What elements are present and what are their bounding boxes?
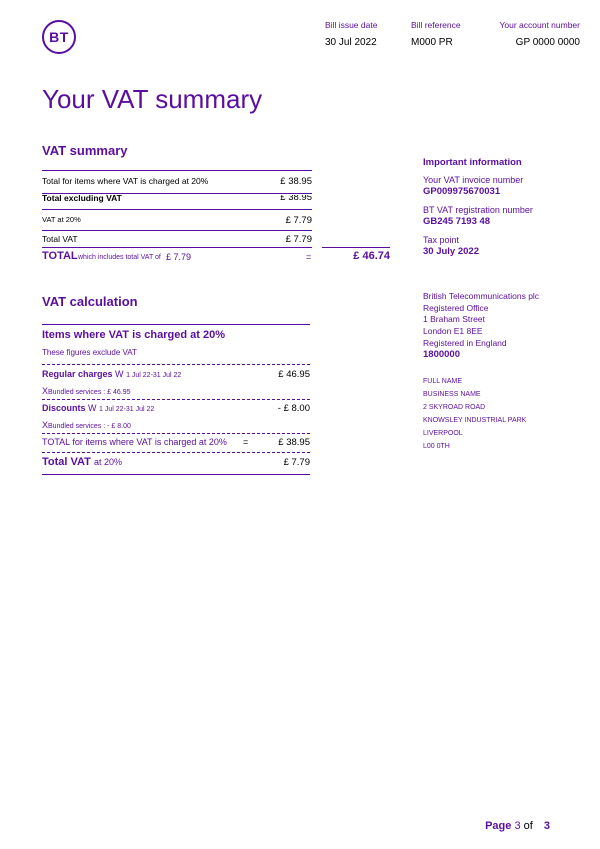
discount-bundled-detail: Bundled services : - £ 8.00 <box>48 423 131 430</box>
calc-total-vat-rate: at 20% <box>93 457 122 467</box>
invoice-number-value: GP009975670031 <box>423 186 501 197</box>
calc-total-vat-value: £ 7.79 <box>283 457 310 468</box>
bt-logo-text: BT <box>49 29 69 45</box>
issue-date-label: Bill issue date <box>325 20 378 30</box>
regular-charges-code: W <box>115 369 124 379</box>
regular-charges-line <box>42 369 181 379</box>
address-line: 2 SKYROAD ROAD <box>423 404 486 411</box>
vat-registration-label: BT VAT registration number <box>423 205 533 215</box>
summary-total-note: which includes total VAT of <box>78 254 161 261</box>
summary-row-value: £ 38.95 <box>280 176 312 187</box>
summary-equals-sign: = <box>306 252 312 262</box>
important-information-heading: Important information <box>423 157 522 168</box>
divider <box>42 209 312 210</box>
company-registered: Registered in England <box>423 338 507 348</box>
page-current: 3 <box>514 820 521 832</box>
calc-total-vat-label: Total VAT <box>42 456 91 468</box>
regular-bundled-code: X <box>42 386 49 396</box>
customer-address <box>423 375 526 453</box>
discounts-value: - £ 8.00 <box>277 403 310 414</box>
bill-reference-value: M000 PR <box>411 37 453 48</box>
summary-row-total-vat <box>42 234 312 245</box>
address-line: L00 0TH <box>423 443 450 450</box>
divider <box>42 433 310 434</box>
divider <box>42 324 310 325</box>
invoice-number-label: Your VAT invoice number <box>423 175 524 185</box>
account-number-value: GP 0000 0000 <box>515 37 580 48</box>
divider <box>42 452 310 453</box>
summary-row-value: £ 38.95 <box>280 195 312 203</box>
vat-calculation-heading: VAT calculation <box>42 294 138 309</box>
summary-row-label: VAT at 20% <box>42 215 81 224</box>
address-line: BUSINESS NAME <box>423 391 481 398</box>
divider <box>42 247 312 248</box>
divider <box>42 230 312 231</box>
divider <box>42 364 310 365</box>
page-number <box>485 820 550 832</box>
summary-row-label: Total excluding VAT <box>42 195 122 203</box>
page-of-label: of <box>523 820 533 832</box>
vat-summary-heading: VAT summary <box>42 143 128 158</box>
summary-row-label: Total VAT <box>42 234 78 244</box>
calc-total-line <box>42 437 227 447</box>
summary-total-label: TOTAL <box>42 250 78 262</box>
page-total: 3 <box>543 820 550 832</box>
account-number-label: Your account number <box>499 20 580 30</box>
regular-charges-dates: 1 Jul 22-31 Jul 22 <box>126 372 182 379</box>
summary-row-excluding <box>42 195 312 203</box>
company-name: British Telecommunications plc <box>423 291 540 301</box>
address-line: FULL NAME <box>423 378 463 385</box>
divider <box>42 474 310 475</box>
regular-bundled-detail: Bundled services : £ 46.95 <box>48 389 131 396</box>
items-vat-20-heading: Items where VAT is charged at 20% <box>42 329 225 341</box>
summary-row-label: Total for items where VAT is charged at 20% <box>42 176 209 186</box>
divider <box>322 247 390 248</box>
figures-exclude-vat-note: These figures exclude VAT <box>42 348 137 357</box>
tax-point-value: 30 July 2022 <box>423 246 479 257</box>
summary-row-value: £ 7.79 <box>285 215 312 226</box>
discount-bundled-line <box>42 420 131 430</box>
discount-bundled-code: X <box>42 420 49 430</box>
summary-row-vat-rate <box>42 215 312 226</box>
regular-charges-value: £ 46.95 <box>278 369 310 380</box>
summary-row-value: £ 7.79 <box>285 234 312 245</box>
summary-total-vat: £ 7.79 <box>166 252 192 262</box>
bill-reference-label: Bill reference <box>411 20 461 30</box>
calc-total-text: for items where VAT is charged at 20% <box>72 437 227 447</box>
company-info <box>423 291 539 337</box>
issue-date-value: 30 Jul 2022 <box>325 37 377 48</box>
address-line: KNOWSLEY INDUSTRIAL PARK <box>423 417 527 424</box>
vat-registration-value: GB245 7193 48 <box>423 216 491 227</box>
tax-point-label: Tax point <box>423 235 460 245</box>
divider <box>42 170 312 171</box>
summary-row-items <box>42 176 312 187</box>
discounts-code: W <box>88 403 97 413</box>
address-line: LIVERPOOL <box>423 430 463 437</box>
calc-equals-sign: = <box>243 437 249 447</box>
calc-total-label: TOTAL <box>42 437 70 447</box>
discounts-line <box>42 403 154 413</box>
discounts-dates: 1 Jul 22-31 Jul 22 <box>99 406 155 413</box>
company-city: London E1 8EE <box>423 325 483 336</box>
discounts-label: Discounts <box>42 403 86 413</box>
calc-total-value: £ 38.95 <box>278 437 310 448</box>
summary-total-value: £ 46.74 <box>353 250 390 262</box>
company-number: 1800000 <box>423 349 460 360</box>
page-label: Page <box>485 820 512 832</box>
regular-bundled-line <box>42 386 131 396</box>
divider <box>42 399 310 400</box>
divider <box>42 193 312 194</box>
company-street: 1 Braham Street <box>423 314 485 324</box>
bt-logo <box>42 20 76 54</box>
regular-charges-label: Regular charges <box>42 369 113 379</box>
page-title: Your VAT summary <box>42 84 263 114</box>
company-office: Registered Office <box>423 302 489 313</box>
calc-total-vat-line <box>42 456 122 468</box>
